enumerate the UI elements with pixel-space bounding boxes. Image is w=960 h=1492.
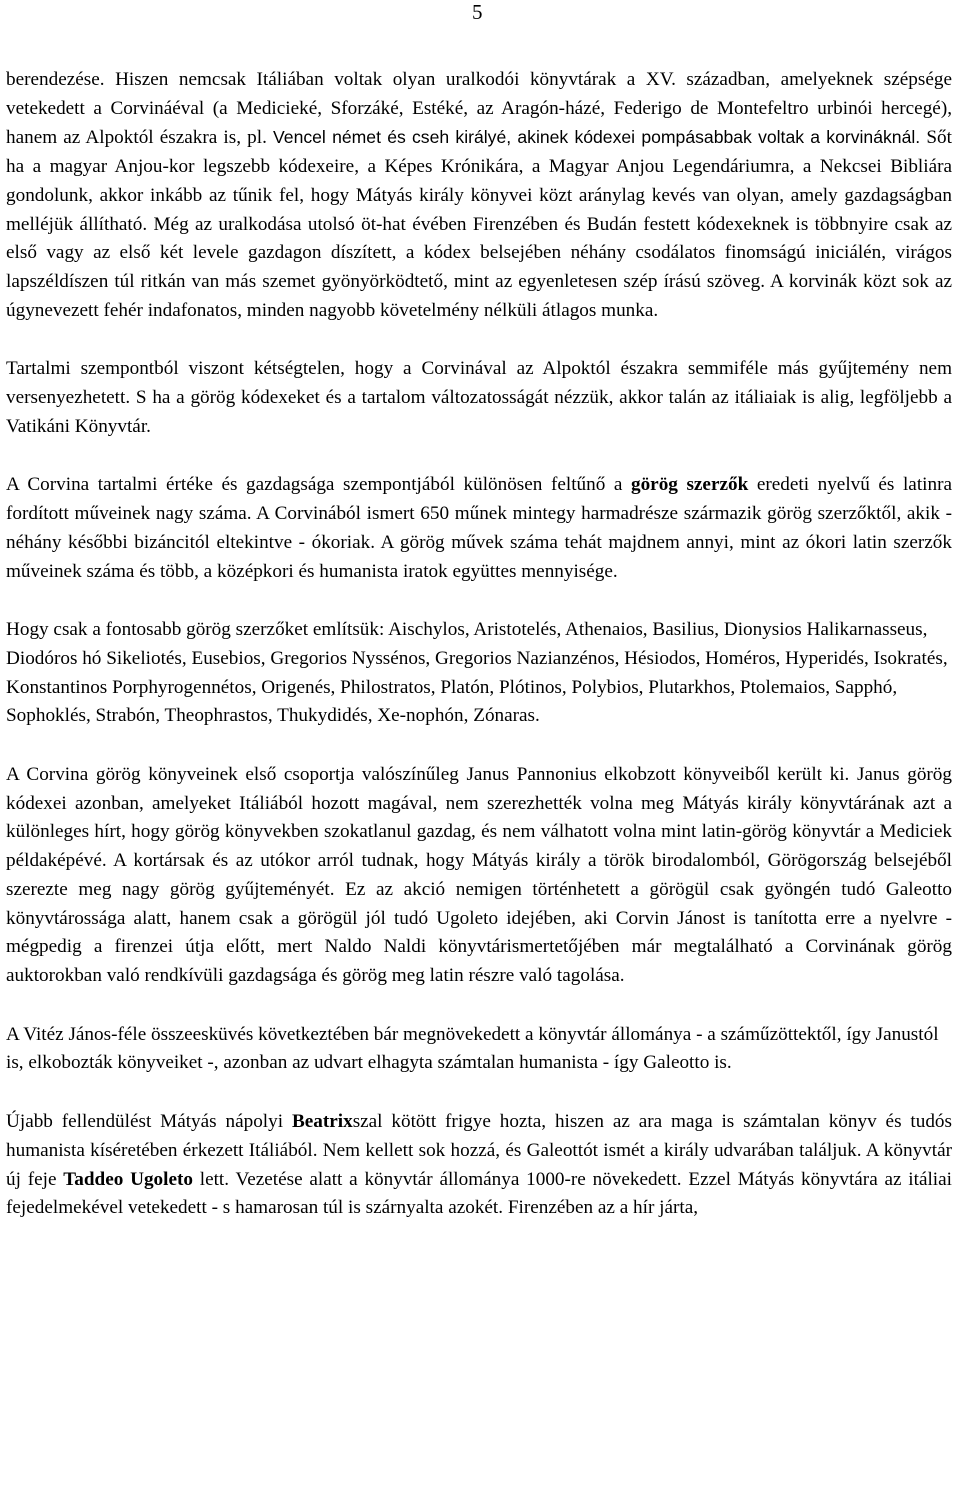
text-run: Tartalmi szempontból viszont kétségtelen, hogy a Corvinával az Alpoktól északra semmiféle más gyűjtemény nem versenyezhetett. S ha a görög kódexeket és a tartalom változatosságát nézzük, akkor talán az itáliaiak is alig, legföljebb a Vatikáni Könyvtár.: [6, 358, 952, 437]
text-run: Hogy csak a fontosabb görög szerzőket említsük: Aischylos, Aristotelés, Athenaios, Basilius, Dionysios Halikarnasseus, Diodóros hó Sikeliotés, Eusebios, Gregorios Nyssénos, Gregorios Nazianzénos, Hésiodos, Homéros, Hyperidés, Isokratés, Konstantinos Porphyrogennétos, Origenés, Philostratos, Platón, Plótinos, Polybios, Plutarkhos, Ptolemaios, Sapphó, Sophoklés, Strabón, Theophrastos, Thukydidés, Xe-nophón, Zónaras.: [6, 619, 948, 727]
bold-text: Beatrix: [291, 1111, 353, 1133]
text-run: Vencel német és cseh királyé, akinek kódexei pompásabbak voltak a korvináknál.: [273, 127, 927, 148]
text-run: A Vitéz János-féle összeesküvés következtében bár megnövekedett a könyvtár állománya - a száműzöttektől, így Janustól is, elkobozták könyveiket -, azonban az udvart elhagyta számtalan humanista - így Galeotto is.: [6, 1023, 939, 1074]
paragraph: [6, 616, 952, 731]
text-run: A Corvina görög könyveinek első csoportja valószínűleg Janus Pannonius elkobzott könyveiből került ki. Janus görög kódexei azonban, amelyeket Itáliából hozott magával, nem szerezhették volna meg Mátyás király könyvtárának azt a különleges hírt, hogy görög könyvekben szokatlanul gazdag, és nem válhatott volna mint latin-görög könyvtár a Mediciek példaképévé. A kortársak és az utókor arról tudnak, hogy Mátyás király a török birodalomból, Görögország belsejéből szerezte meg nagy görög gyűjteményét. Ez az akció nemigen történhetett a görögül csak gyöngén tudó Galeotto könyvtárossága alatt, hanem csak a görögül jól tudó Ugoleto idejében, aki Corvin Jánost is tanította erre a nyelvre - mégpedig a firenzei útja előtt, mert Naldo Naldi könyvtárismertetőjében már megtalálható a Corvinának görög auktorokban való rendkívüli gazdagsága és görög meg latin részre való tagolása.: [6, 764, 952, 986]
text-run: berendezése. Hiszen nemcsak Itáliában voltak olyan uralkodói könyvtárak a XV. században, amelyeknek szépsége vetekedett a Corvináéval (a Medicieké, Sforzáké, Estéké, az Aragón-házé, Federigo de Montefeltro urbinói hercegé), hanem az Alpoktól északra is, pl.: [6, 69, 952, 149]
paragraph: [6, 355, 952, 441]
paragraph: [6, 761, 952, 991]
text-run: eredeti nyelvű és latinra fordított műveinek nagy száma. A Corvinából ismert 650 műnek mintegy harmadrésze származik görög szerzőktől, akik - néhány későbbi bizáncitól eltekintve - ókoriak. A görög művek száma tehát majdnem annyi, mint az ókori latin szerzők műveinek száma és több, a középkori és humanista iratok együttes mennyisége.: [6, 474, 952, 582]
text-run: Sőt ha a magyar Anjou-kor legszebb kódexeire, a Képes Krónikára, a Magyar Anjou Legendáriumra, a Nekcsei Bibliára gondolunk, akkor inkább az tűnik fel, hogy Mátyás király könyvei közt aránylag kevés van olyan, amely gazdagságban melléjük állítható.: [6, 127, 952, 235]
bold-text: Taddeo Ugoleto: [63, 1168, 193, 1190]
text-run: Újabb fellendülést Mátyás nápolyi: [6, 1111, 292, 1133]
document-body: [6, 66, 952, 1253]
text-run: szal kötött frigye hozta, hiszen az ara maga is számtalan könyv és tudós humanista kíséretében érkezett Itáliából. Nem kellett sok hozzá, és Galeottót ismét a király udvarában találjuk. A könyvtár új feje: [6, 1111, 952, 1190]
paragraph: [6, 471, 952, 586]
paragraph: [6, 1108, 952, 1223]
text-run: lett. Vezetése alatt a könyvtár állománya 1000-re növekedett. Ezzel Mátyás könyvtára az itáliai fejedelmekével vetekedett - s hamarosan túl is szárnyalta azokét. Firenzében az a hír járta,: [6, 1168, 952, 1219]
page-number: 5: [472, 0, 483, 24]
text-run: A Corvina tartalmi értéke és gazdagsága szempontjából különösen feltűnő a: [6, 474, 631, 496]
bold-text: görög szerzők: [630, 474, 749, 496]
text-run: Még az uralkodása utolsó öt-hat évében Firenzében és Budán festett kódexeknek is többnyire csak az első vagy az első két levele gazdagon díszített, a kódex belsejében néhány csodálatos finomságú iniciálén, virágos lapszéldíszen túl ritkán van más szemet gyönyörködtető, mint az egyenletesen szép írású szöveg. A korvinák közt sok az úgynevezett fehér indafonatos, minden nagyobb követelmény nélküli átlagos munka.: [6, 213, 952, 321]
paragraph: [6, 1021, 952, 1078]
paragraph: [6, 66, 952, 325]
